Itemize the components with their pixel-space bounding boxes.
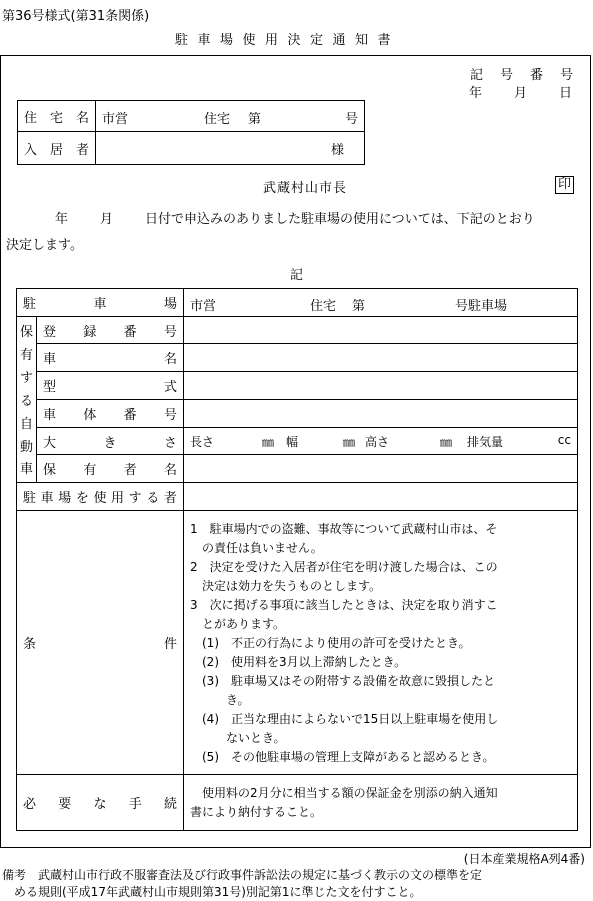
label-char: な [93, 797, 107, 812]
label-char: 保 [19, 325, 33, 341]
number-prefix-text: 第 [248, 112, 262, 127]
reference-number [470, 64, 573, 83]
parking-details-table [16, 288, 578, 831]
label-char: 動 [19, 439, 33, 455]
model-field[interactable] [184, 372, 578, 400]
condition-line: (1) 不正の行為により使用の許可を受けたとき。 [190, 636, 471, 650]
condition-line: 2 決定を受けた入居者が住宅を明け渡した場合は、この [190, 560, 498, 574]
label-char: す [128, 491, 142, 506]
label-char: 型 [43, 380, 57, 395]
label-char: 号 [163, 408, 177, 423]
housing-text: 住宅 [310, 298, 337, 314]
procedure-label [17, 775, 184, 831]
honorific-text: 様 [330, 142, 344, 158]
label-char: 名 [163, 352, 177, 367]
model-label [37, 372, 184, 400]
seal-mark: 印 [555, 176, 574, 194]
label-char: 番 [123, 324, 137, 340]
paper-standard: (日本産業規格A列4番) [463, 852, 585, 866]
label-char: す [19, 371, 33, 387]
housing-name-label [18, 101, 96, 132]
width-text: 幅 [286, 435, 299, 449]
label-char: 駐 [23, 491, 37, 506]
ref-char: 号 [499, 68, 513, 83]
condition-line: 1 駐車場内での盗難、事故等について武蔵村山市は、そ [190, 522, 498, 536]
condition-line: (3) 駐車場又はその附帯する設備を故意に毀損したと [190, 674, 496, 688]
label-char: 車 [43, 408, 57, 423]
condition-line: (4) 正当な理由によらないで15日以上駐車場を使用し [190, 712, 499, 726]
label-char: を [75, 491, 89, 506]
label-char: 有 [19, 348, 33, 364]
parking-suffix-text: 号駐車場 [455, 298, 508, 314]
label-char: 入 [24, 142, 38, 158]
resident-label [18, 132, 96, 165]
municipal-text: 市営 [190, 298, 217, 314]
condition-line: の責任は負いません。 [190, 541, 323, 555]
reference-date [469, 82, 572, 101]
parking-user-label [17, 483, 184, 511]
vehicle-group-label [17, 317, 37, 483]
label-char: 必 [23, 797, 37, 812]
condition-line: き。 [190, 693, 250, 707]
addressee-table [17, 100, 365, 165]
document-title-text: 駐車場使用決定通知書 [175, 33, 401, 48]
label-char: 名 [163, 463, 177, 478]
form-number: 第36号様式(第31条関係) [2, 9, 150, 24]
label-char: 件 [163, 637, 177, 652]
label-char: 車 [19, 462, 33, 478]
chassis-number-label [37, 400, 184, 428]
procedure-line: 使用料の2月分に相当する額の保証金を別添の納入通知 [190, 785, 498, 800]
label-char: 条 [23, 637, 37, 652]
ref-char: 号 [559, 68, 573, 83]
label-char: 続 [163, 797, 177, 812]
label-char: 有 [83, 463, 97, 478]
label-char: る [146, 491, 160, 506]
registration-number-label [37, 317, 184, 344]
number-prefix-text: 第 [352, 298, 366, 314]
size-label [37, 428, 184, 455]
body-year: 年 [55, 212, 69, 227]
municipal-text: 市営 [102, 112, 129, 127]
label-char: 自 [19, 416, 33, 432]
label-char: き [103, 435, 117, 451]
ref-char: 番 [529, 68, 543, 83]
label-char: 用 [111, 491, 125, 506]
label-char: 駐 [23, 297, 37, 312]
procedure-text [184, 775, 578, 831]
date-year: 年 [469, 86, 483, 101]
size-field[interactable] [184, 428, 578, 455]
resident-field[interactable] [96, 132, 365, 165]
car-name-field[interactable] [184, 344, 578, 372]
label-char: 登 [43, 324, 57, 340]
condition-line: 3 次に掲げる事項に該当したときは、決定を取り消すこ [190, 598, 498, 612]
label-char: 宅 [49, 110, 63, 126]
label-char: 車 [93, 297, 107, 312]
issuer-name: 武蔵村山市長 [263, 181, 348, 196]
body-line-1 [0, 208, 593, 228]
procedure-line: 書により納付すること。 [190, 804, 323, 819]
label-char: 居 [49, 142, 63, 158]
label-char: 式 [163, 380, 177, 395]
label-char: さ [163, 435, 177, 451]
label-char: 名 [75, 110, 89, 126]
condition-line: とがあります。 [190, 617, 286, 631]
body-text: 日付で申込みのありました駐車場の使用については、下記のとおり [145, 212, 535, 227]
label-char: 者 [75, 142, 89, 158]
document-title [175, 29, 419, 48]
body-line-2: 決定します。 [6, 238, 83, 253]
label-char: 体 [83, 408, 97, 423]
label-char: 番 [123, 408, 137, 423]
parking-label [17, 289, 184, 317]
label-char: 手 [128, 797, 142, 812]
label-char: 者 [123, 463, 137, 478]
label-char: 保 [43, 463, 57, 478]
parking-user-field[interactable] [184, 483, 578, 511]
label-char: 号 [163, 324, 177, 340]
label-char: る [19, 393, 33, 409]
label-char: 場 [163, 297, 177, 312]
condition-line: ないとき。 [190, 731, 286, 745]
date-month: 月 [513, 86, 527, 101]
condition-line: (5) その他駐車場の管理上支障があると認めるとき。 [190, 750, 495, 764]
body-month: 月 [100, 212, 114, 227]
number-suffix-text: 号 [344, 112, 358, 127]
label-char: 者 [163, 491, 177, 506]
label-char: 使 [93, 491, 107, 506]
car-name-label [37, 344, 184, 372]
height-text: 高さ [365, 435, 390, 449]
unit-mm: ㎜ [440, 435, 453, 449]
unit-mm: ㎜ [343, 435, 356, 449]
housing-name-field[interactable] [96, 101, 365, 132]
condition-line: 決定は効力を失うものとします。 [190, 579, 382, 593]
conditions-text [184, 511, 578, 775]
label-char: 車 [40, 491, 54, 506]
length-text: 長さ [190, 435, 215, 449]
owner-name-label [37, 455, 184, 483]
remarks-line-2: める規則(平成17年武蔵村山市規則第31号)別記第1に準じた文を付すこと。 [2, 885, 422, 899]
ref-char: 記 [470, 68, 484, 83]
chassis-number-field[interactable] [184, 400, 578, 428]
registration-number-field[interactable] [184, 317, 578, 344]
condition-line: (2) 使用料を3月以上滞納したとき。 [190, 655, 407, 669]
remarks-line-1: 備考 武蔵村山市行政不服審査法及び行政事件訴訟法の規定に基づく教示の文の標準を定 [2, 868, 483, 882]
label-char: 住 [24, 110, 38, 126]
parking-value-field[interactable] [184, 289, 578, 317]
ki-heading: 記 [290, 268, 304, 283]
displacement-text: 排気量 [467, 435, 504, 449]
label-char: 録 [83, 324, 97, 340]
label-char: 場 [58, 491, 72, 506]
date-day: 日 [558, 86, 572, 101]
conditions-label [17, 511, 184, 775]
label-char: 大 [43, 435, 57, 451]
label-char: 車 [43, 352, 57, 367]
housing-text: 住宅 [204, 112, 231, 127]
unit-mm: ㎜ [262, 435, 275, 449]
label-char: 要 [58, 797, 72, 812]
owner-name-field[interactable] [184, 455, 578, 483]
unit-cc: cc [557, 433, 571, 447]
